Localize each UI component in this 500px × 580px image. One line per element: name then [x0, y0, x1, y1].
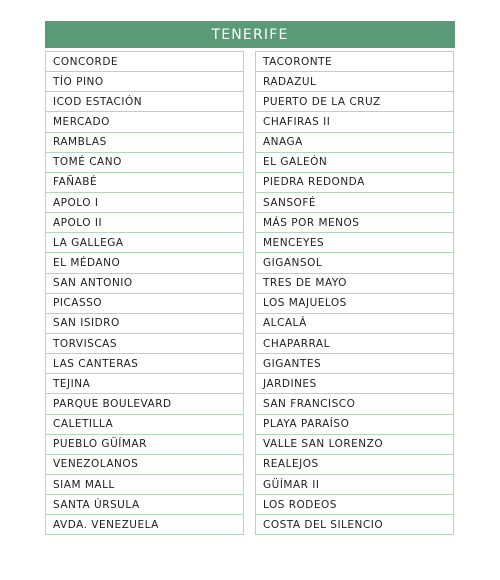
- list-item: FAÑABÉ: [45, 172, 244, 193]
- list-item: SAN ISIDRO: [45, 313, 244, 334]
- list-item: PIEDRA REDONDA: [255, 172, 454, 193]
- list-item: VENEZOLANOS: [45, 454, 244, 475]
- list-item: APOLO I: [45, 192, 244, 213]
- list-item: ALCALÁ: [255, 313, 454, 334]
- list-item: REALEJOS: [255, 454, 454, 475]
- list-item: TRES DE MAYO: [255, 273, 454, 294]
- list-item: PUEBLO GÜÍMAR: [45, 434, 244, 455]
- list-item: COSTA DEL SILENCIO: [255, 514, 454, 535]
- list-item: LOS RODEOS: [255, 494, 454, 515]
- list-item: TEJINA: [45, 373, 244, 394]
- list-item: GIGANSOL: [255, 252, 454, 273]
- list-item: MÁS POR MENOS: [255, 212, 454, 233]
- list-item: CALETILLA: [45, 414, 244, 435]
- list-item: EL MÉDANO: [45, 252, 244, 273]
- table-title: TENERIFE: [45, 21, 455, 48]
- left-column: [45, 51, 244, 535]
- list-item: CHAPARRAL: [255, 333, 454, 354]
- list-item: ANAGA: [255, 132, 454, 153]
- list-item: RAMBLAS: [45, 132, 244, 153]
- list-item: TORVISCAS: [45, 333, 244, 354]
- list-item: APOLO II: [45, 212, 244, 233]
- list-item: EL GALEÓN: [255, 152, 454, 173]
- list-item: CONCORDE: [45, 51, 244, 72]
- list-item: JARDINES: [255, 373, 454, 394]
- list-item: SANSOFÉ: [255, 192, 454, 213]
- list-item: SIAM MALL: [45, 474, 244, 495]
- list-item: PARQUE BOULEVARD: [45, 393, 244, 414]
- list-item: VALLE SAN LORENZO: [255, 434, 454, 455]
- list-item: MERCADO: [45, 111, 244, 132]
- list-item: LOS MAJUELOS: [255, 293, 454, 314]
- list-item: PUERTO DE LA CRUZ: [255, 91, 454, 112]
- list-item: AVDA. VENEZUELA: [45, 514, 244, 535]
- list-item: LAS CANTERAS: [45, 353, 244, 374]
- list-item: GÜÍMAR II: [255, 474, 454, 495]
- list-item: CHAFIRAS II: [255, 111, 454, 132]
- list-item: MENCEYES: [255, 232, 454, 253]
- list-item: SANTA ÚRSULA: [45, 494, 244, 515]
- list-item: RADAZUL: [255, 71, 454, 92]
- list-item: TACORONTE: [255, 51, 454, 72]
- list-item: GIGANTES: [255, 353, 454, 374]
- list-item: TÍO PINO: [45, 71, 244, 92]
- right-column: [255, 51, 454, 535]
- list-item: ICOD ESTACIÓN: [45, 91, 244, 112]
- list-item: TOMÉ CANO: [45, 152, 244, 173]
- list-item: LA GALLEGA: [45, 232, 244, 253]
- list-item: PLAYA PARAÍSO: [255, 414, 454, 435]
- list-item: SAN FRANCISCO: [255, 393, 454, 414]
- list-item: SAN ANTONIO: [45, 273, 244, 294]
- list-item: PICASSO: [45, 293, 244, 314]
